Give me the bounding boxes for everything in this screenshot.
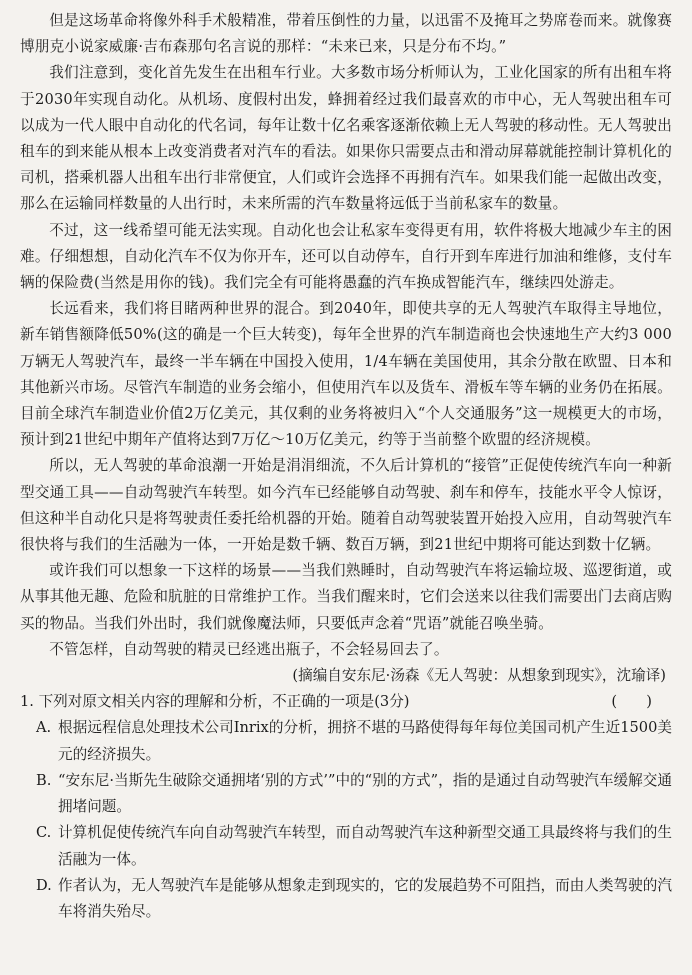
source-citation: (摘编自安东尼·汤森《无人驾驶：从想象到现实》，沈瑜译) — [292, 667, 666, 685]
reading-passage — [20, 8, 672, 689]
passage-paragraph: 或许我们可以想象一下这样的场景——当我们熟睡时，自动驾驶汽车将运输垃圾、巡逻街道，或从事其他无趣、危险和肮脏的日常维护工作。当我们醒来时，它们会送来以往我们需要出门去商店购买的物品。当我们外出时，我们就像魔法师，只要低声念着“咒语”就能召唤坐骑。 — [20, 562, 672, 632]
passage-paragraph: 但是这场革命将像外科手术般精准，带着压倒性的力量，以迅雷不及掩耳之势席卷而来。就像赛博朋克小说家威廉·吉布森那句名言说的那样：“未来已来，只是分布不均。” — [20, 12, 672, 56]
option-a — [20, 715, 672, 767]
question-block — [20, 689, 672, 925]
question-stem — [20, 689, 672, 715]
passage-paragraph: 我们注意到，变化首先发生在出租车行业。大多数市场分析师认为，工业化国家的所有出租车将于2030年实现自动化。从机场、度假村出发，蜂拥着经过我们最喜欢的市中心，无人驾驶出租车可以成为一代人眼中自动化的代名词，每年让数十亿名乘客逐渐依赖上无人驾驶的移动性。无人驾驶出租车的到来能从根本上改变消费者对汽车的看法。如果你只需要点击和滑动屏幕就能控制计算机化的司机，搭乘机器人出租车出行非常便宜，人们或许会选择不再拥有汽车。如果我们能一起做出改变，那么在运输同样数量的人出行时，未来所需的汽车数量将远低于当前私家车的数量。 — [20, 64, 672, 213]
option-letter: D. — [36, 876, 52, 894]
option-text: 根据远程信息处理技术公司Inrix的分析，拥挤不堪的马路使得每年每位美国司机产生近1500美元的经济损失。 — [58, 719, 672, 763]
option-d — [20, 873, 672, 925]
passage-paragraph: 所以，无人驾驶的革命浪潮一开始是涓涓细流，不久后计算机的“接管”正促使传统汽车向一种新型交通工具——自动驾驶汽车转型。如今汽车已经能够自动驾驶、刹车和停车，技能水平令人惊讶，但这种半自动化只是将驾驶责任委托给机器的开始。随着自动驾驶装置开始投入应用，自动驾驶汽车很快将与我们的生活融为一体，一开始是数千辆、数百万辆，到21世纪中期将可能达到数十亿辆。 — [20, 457, 672, 554]
option-letter: C. — [36, 824, 52, 842]
option-letter: B. — [36, 771, 52, 789]
option-text: 作者认为，无人驾驶汽车是能够从想象走到现实的，它的发展趋势不可阻挡，而由人类驾驶的汽车将消失殆尽。 — [58, 876, 672, 920]
option-text: 计算机促使传统汽车向自动驾驶汽车转型，而自动驾驶汽车这种新型交通工具最终将与我们的生活融为一体。 — [58, 824, 672, 868]
answer-blank: ( ) — [611, 693, 652, 711]
question-stem-text: 1. 下列对原文相关内容的理解和分析，不正确的一项是(3分) — [20, 693, 410, 711]
option-letter: A. — [36, 719, 52, 737]
passage-paragraph: 不管怎样，自动驾驶的精灵已经逃出瓶子，不会轻易回去了。 — [49, 640, 449, 658]
option-text: “安东尼·当斯先生破除交通拥堵‘别的方式’”中的“别的方式”，指的是通过自动驾驶汽车缓解交通拥堵问题。 — [58, 771, 672, 816]
option-c — [20, 820, 672, 872]
option-b — [20, 768, 672, 820]
passage-paragraph: 不过，这一线希望可能无法实现。自动化也会让私家车变得更有用，软件将极大地减少车主的困难。仔细想想，自动化汽车不仅为你开车，还可以自动停车，自行开到车库进行加油和维修，支付车辆的保险费(当然是用你的钱)。我们完全有可能将愚蠢的汽车换成智能汽车，继续四处游走。 — [20, 221, 672, 292]
passage-paragraph: 长远看来，我们将目睹两种世界的混合。到2040年，即使共享的无人驾驶汽车取得主导地位，新车销售额降低50%(这的确是一个巨大转变)，每年全世界的汽车制造商也会快速地生产大约3 000万辆无人驾驶汽车，最终一半车辆在中国投入使用，1/4车辆在美国使用，其余分散在欧盟、日本和其他新兴市场。尽管汽车制造的业务会缩小，但使用汽车以及货车、滑板车等车辆的业务仍在拓展。目前全球汽车制造业价值2万亿美元，其仅剩的业务将被归入“个人交通服务”这一规模更大的市场，预计到21世纪中期年产值将达到7万亿～10万亿美元，约等于当前整个欧盟的经济规模。 — [20, 300, 672, 449]
